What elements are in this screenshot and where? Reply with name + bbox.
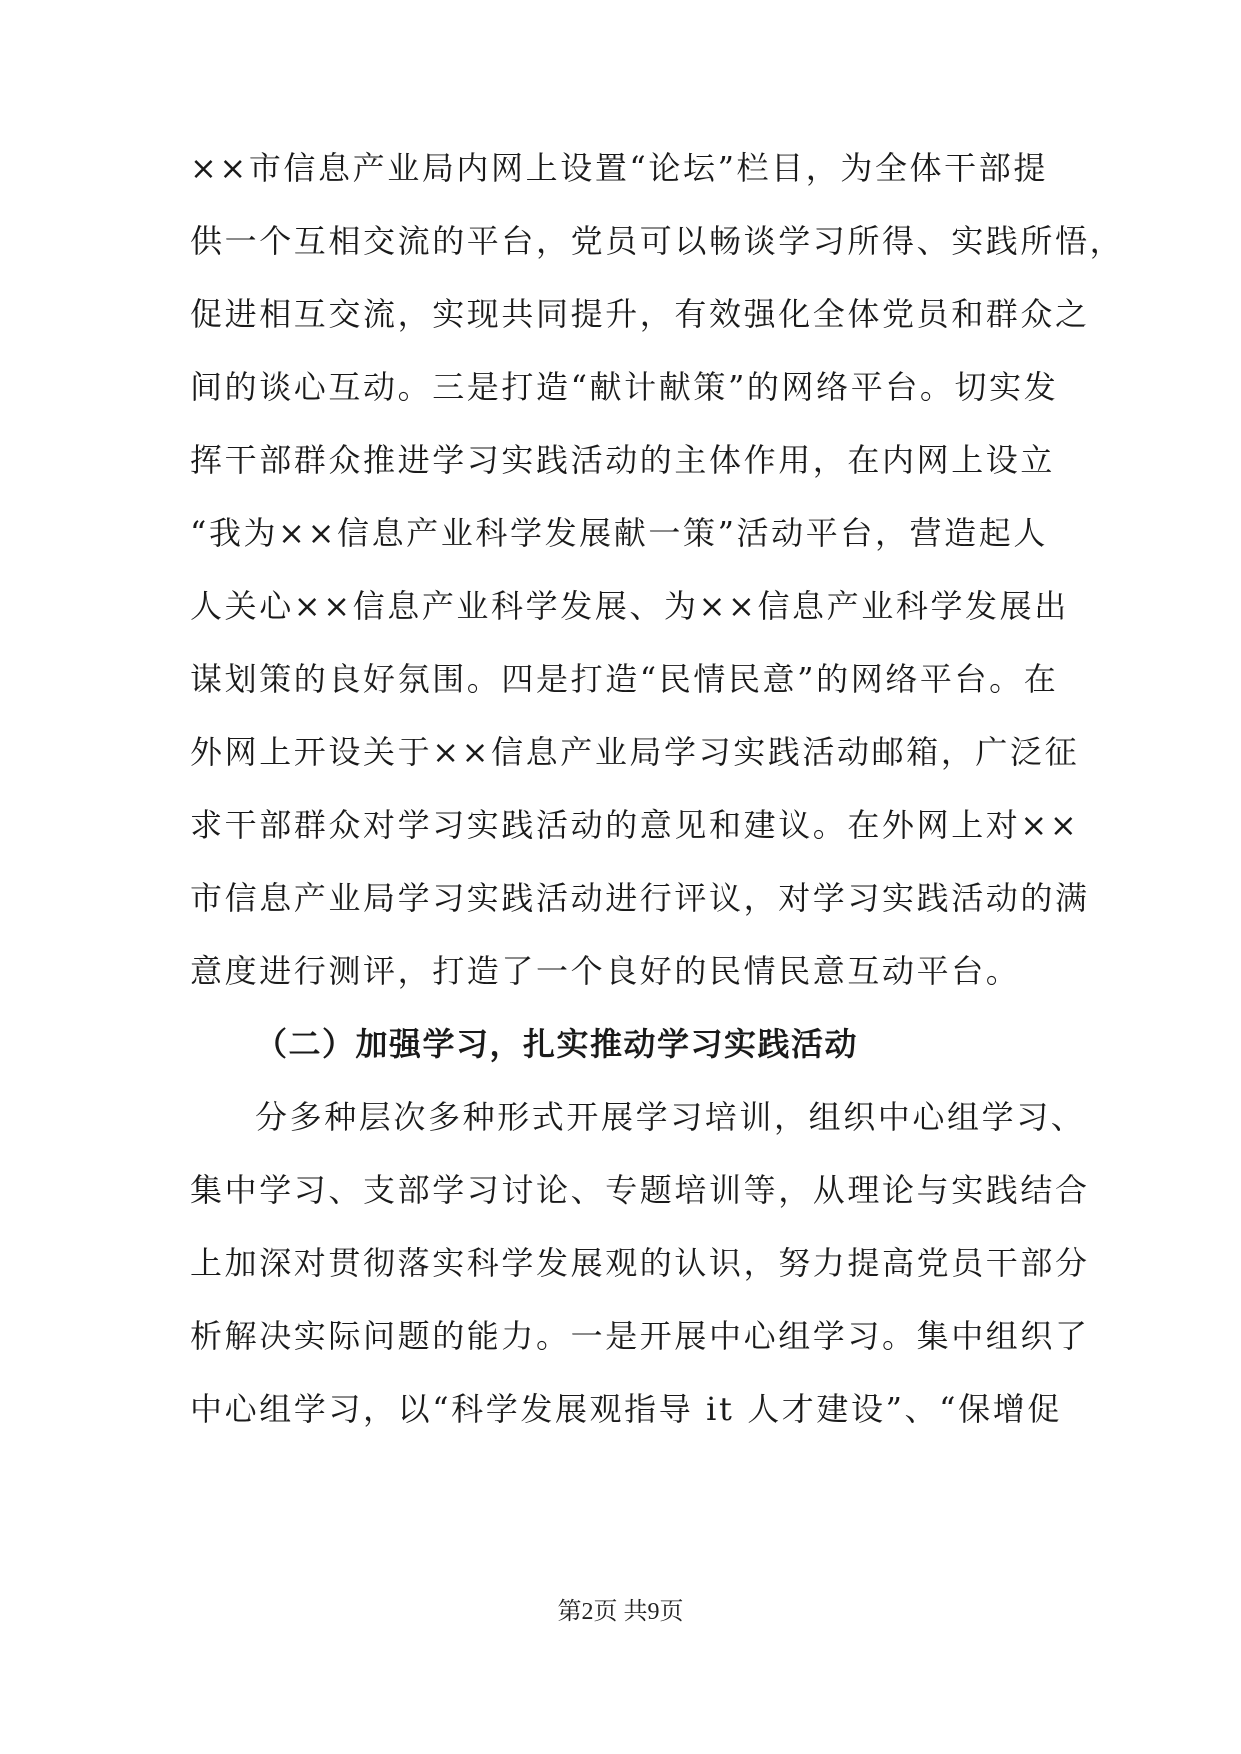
text-line: 求干部群众对学习实践活动的意见和建议。在外网上对×× — [190, 806, 1080, 844]
text-line: 集中学习、支部学习讨论、专题培训等，从理论与实践结合 — [190, 1171, 1090, 1209]
text-line: 挥干部群众推进学习实践活动的主体作用，在内网上设立 — [190, 441, 1056, 479]
text-line: 意度进行测评，打造了一个良好的民情民意互动平台。 — [190, 952, 1021, 990]
text-line: ××市信息产业局内网上设置“论坛”栏目，为全体干部提 — [190, 149, 1048, 187]
section-heading: （二）加强学习，扎实推动学习实践活动 — [255, 1025, 859, 1063]
text-line: 外网上开设关于××信息产业局学习实践活动邮箱，广泛征 — [190, 733, 1080, 771]
text-line: 析解决实际问题的能力。一是开展中心组学习。集中组织了 — [190, 1317, 1090, 1355]
text-line: 供一个互相交流的平台，党员可以畅谈学习所得、实践所悟， — [190, 222, 1125, 260]
text-line: 谋划策的良好氛围。四是打造“民情民意”的网络平台。在 — [190, 660, 1059, 698]
text-line: 上加深对贯彻落实科学发展观的认识，努力提高党员干部分 — [190, 1244, 1090, 1282]
text-line: 中心组学习，以“科学发展观指导 it 人才建设”、“保增促 — [190, 1390, 1062, 1428]
text-line: 市信息产业局学习实践活动进行评议，对学习实践活动的满 — [190, 879, 1090, 917]
text-line: “我为××信息产业科学发展献一策”活动平台，营造起人 — [190, 514, 1048, 552]
text-line: 分多种层次多种形式开展学习培训，组织中心组学习、 — [255, 1098, 1086, 1136]
text-line: 人关心××信息产业科学发展、为××信息产业科学发展出 — [190, 587, 1069, 625]
page-number-footer: 第2页 共9页 — [557, 1599, 684, 1625]
text-line: 间的谈心互动。三是打造“献计献策”的网络平台。切实发 — [190, 368, 1059, 406]
text-line: 促进相互交流，实现共同提升，有效强化全体党员和群众之 — [190, 295, 1090, 333]
